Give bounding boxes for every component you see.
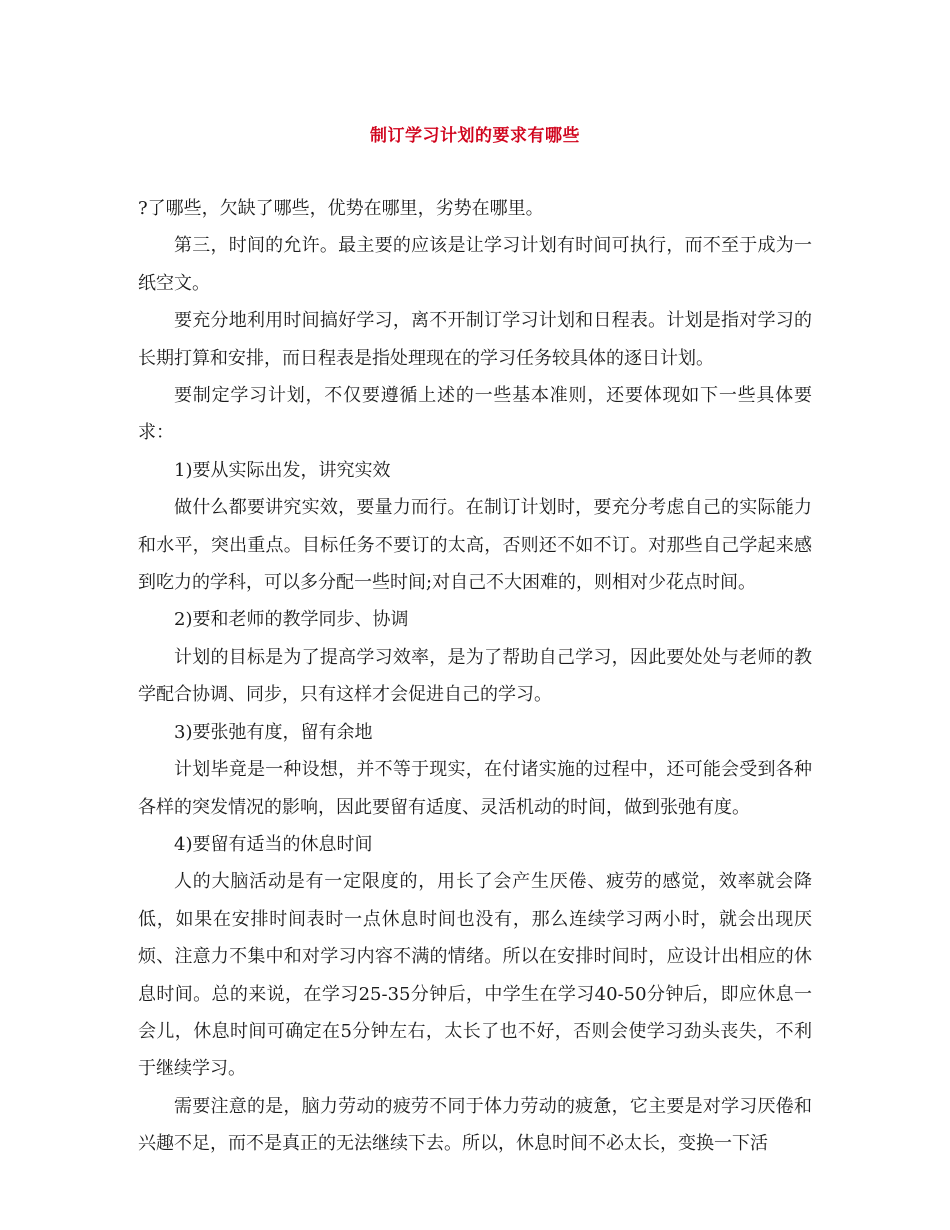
heading-requirement-4: 4)要留有适当的休息时间 xyxy=(174,833,373,855)
document-body xyxy=(138,190,812,1163)
paragraph-requirement-1: 做什么都要讲究实效，要量力而行。在制订计划时，要充分考虑自己的实际能力和水平，突出重点。目标任务不要订的太高，否则还不如不订。对那些自己学起来感到吃力的学科，可以多分配一些时间;对自己不大困难的，则相对少花点时间。 xyxy=(138,497,812,594)
document-title: 制订学习计划的要求有哪些 xyxy=(370,126,580,146)
paragraph-continuation: ?了哪些，欠缺了哪些，优势在哪里，劣势在哪里。 xyxy=(138,198,544,219)
paragraph-time-allowance: 第三，时间的允许。最主要的应该是让学习计划有时间可执行，而不至于成为一纸空文。 xyxy=(138,235,812,294)
heading-requirement-3: 3)要张弛有度，留有余地 xyxy=(174,721,373,743)
paragraph-fatigue-note: 需要注意的是，脑力劳动的疲劳不同于体力劳动的疲惫，它主要是对学习厌倦和兴趣不足，而不是真正的无法继续下去。所以，休息时间不必太长，变换一下活 xyxy=(138,1095,812,1155)
paragraph-requirements-intro: 要制定学习计划，不仅要遵循上述的一些基本准则，还要体现如下一些具体要求： xyxy=(138,385,812,444)
paragraph-requirement-3: 计划毕竟是一种设想，并不等于现实，在付诸实施的过程中，还可能会受到各种各样的突发情况的影响，因此要留有适度、灵活机动的时间，做到张弛有度。 xyxy=(138,759,812,818)
heading-requirement-2: 2)要和老师的教学同步、协调 xyxy=(174,609,409,631)
paragraph-schedule: 要充分地利用时间搞好学习，离不开制订学习计划和日程表。计划是指对学习的长期打算和安排，而日程表是指处理现在的学习任务较具体的逐日计划。 xyxy=(138,310,812,369)
heading-requirement-1: 1)要从实际出发，讲究实效 xyxy=(174,459,391,481)
paragraph-requirement-2: 计划的目标是为了提高学习效率，是为了帮助自己学习，因此要处处与老师的教学配合协调、同步，只有这样才会促进自己的学习。 xyxy=(138,646,812,706)
paragraph-requirement-4: 人的大脑活动是有一定限度的，用长了会产生厌倦、疲劳的感觉，效率就会降低，如果在安排时间表时一点休息时间也没有，那么连续学习两小时，就会出现厌烦、注意力不集中和对学习内容不满的情绪。所以在安排时间时，应设计出相应的休息时间。总的来说，在学习25-35分钟后，中学生在学习40-50分钟后，即应休息一会儿，休息时间可确定在5分钟左右，太长了也不好，否则会使学习劲头丧失，不利于继续学习。 xyxy=(138,871,812,1080)
